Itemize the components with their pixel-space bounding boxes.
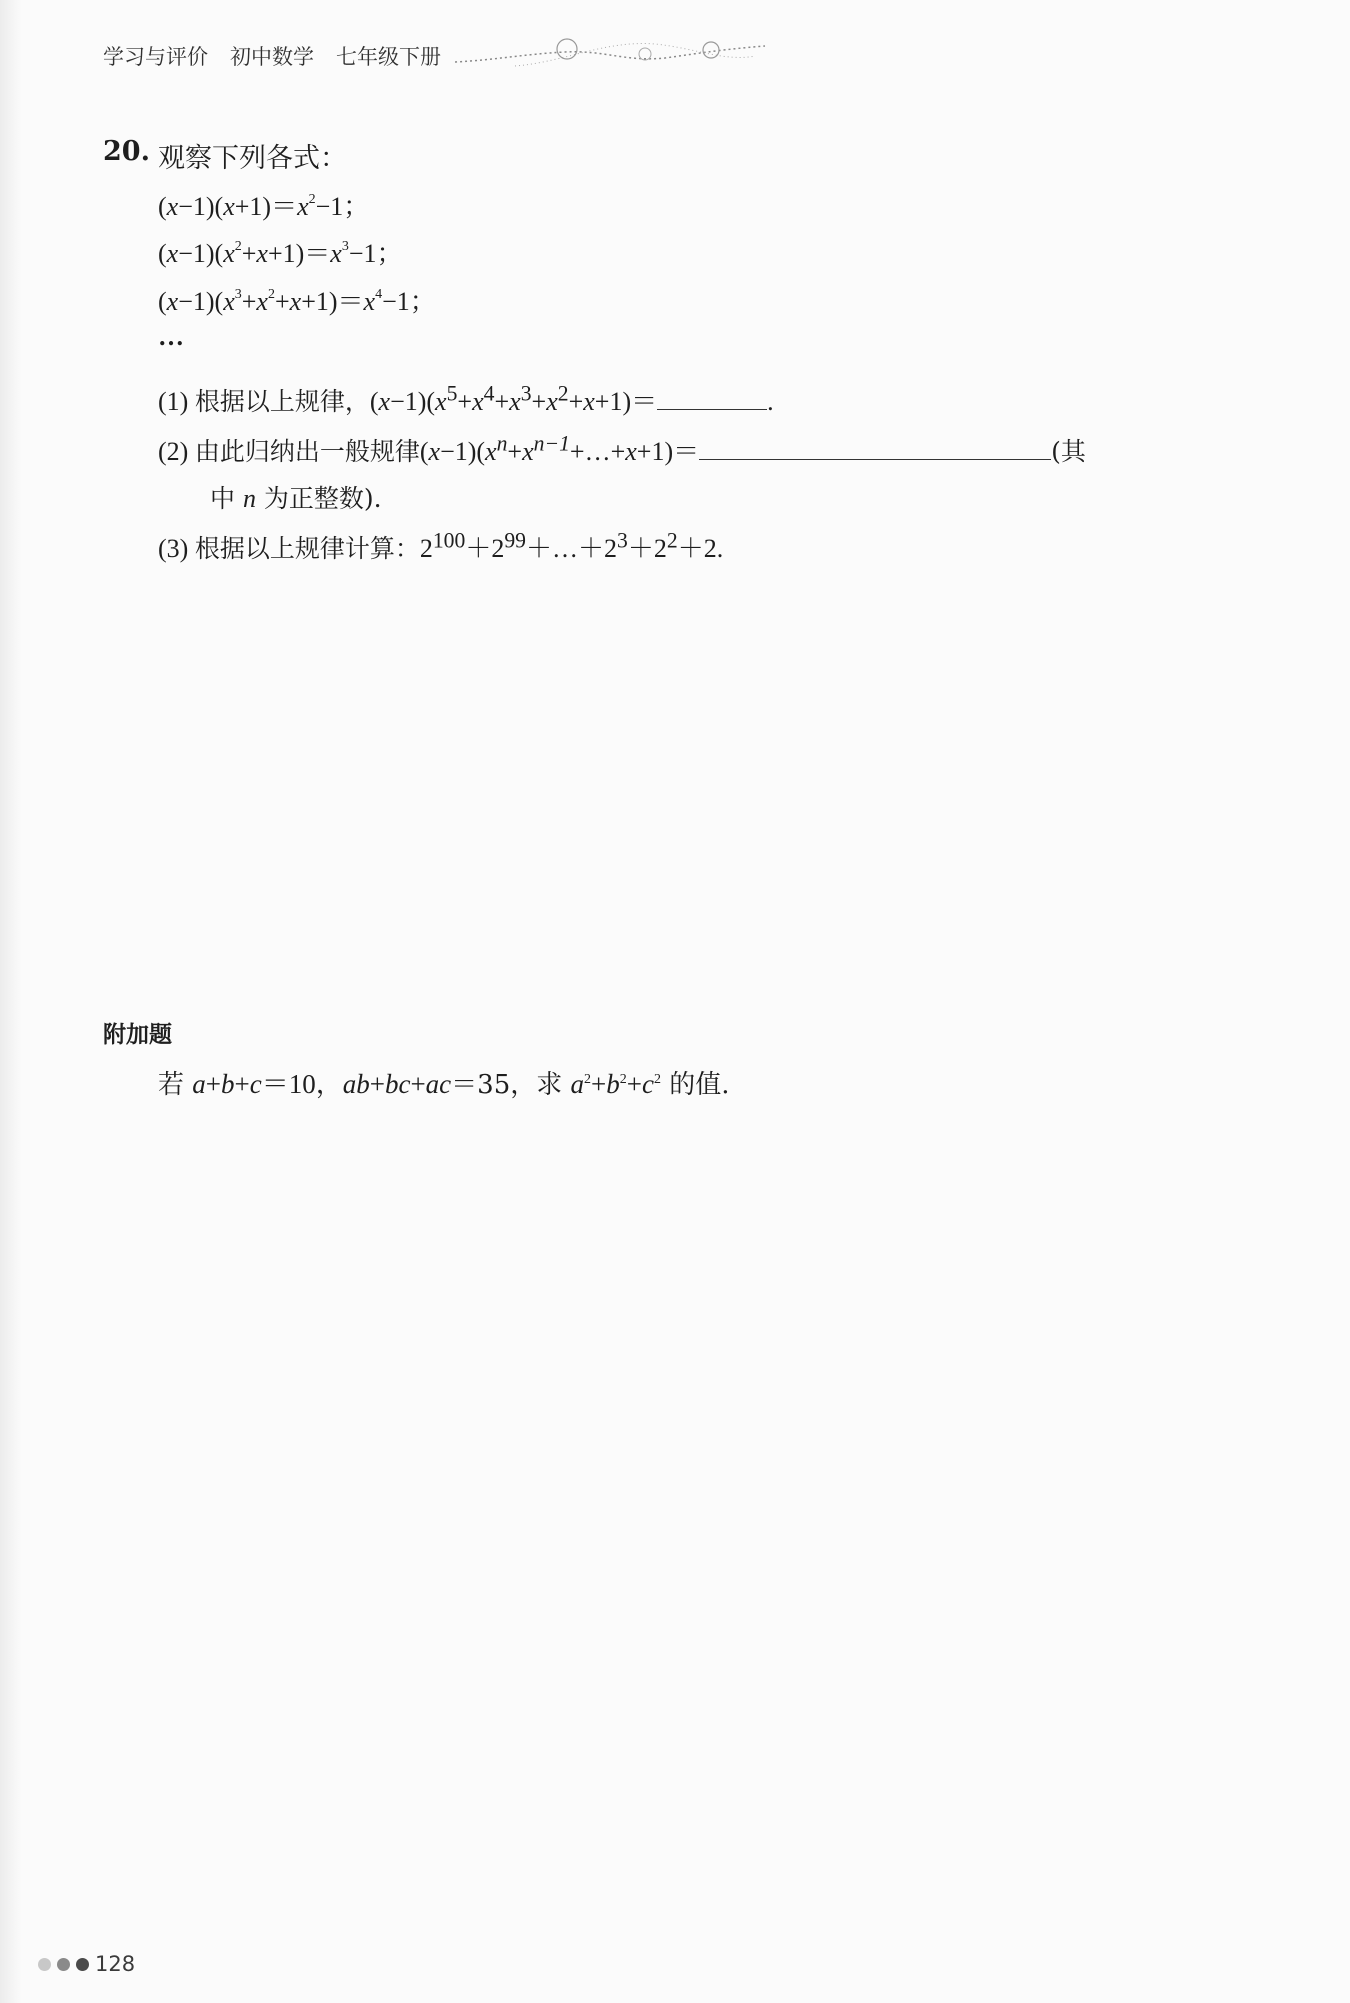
header-grade: 七年级下册 [336, 45, 441, 69]
part-3 [158, 528, 723, 565]
ellipsis: … [158, 322, 184, 351]
answer-blank-1 [657, 389, 767, 410]
question-title: 观察下列各式： [158, 143, 347, 174]
part-3-text: 根据以上规律计算： [194, 534, 420, 563]
running-header [103, 38, 463, 74]
part-2-text: 由此归纳出一般规律 [194, 437, 420, 466]
part-1: (1) 根据以上规律，$(x-1)(x^5+x^4+x^3+x^2+x+1)=$ . [158, 381, 774, 416]
header-book: 学习与评价 [103, 45, 208, 69]
answer-blank-2 [699, 439, 1051, 460]
extra-question-title: 附加题 [103, 1022, 172, 1048]
page-footer [38, 1952, 135, 1976]
header-dotted-ornament [455, 32, 775, 72]
footer-dot-3 [76, 1958, 89, 1971]
equation-3: $(x-1)(x^3+x^2+x+1)=x^4-1$； [158, 287, 436, 316]
part-2: (2) 由此归纳出一般规律$(x-1)(x^n+x^{n-1}+\dots+x+1)=$ (其 [158, 431, 1086, 466]
equation-1: $(x-1)(x+1)=x^2-1$； [158, 192, 370, 221]
page-number: 128 [95, 1952, 136, 1976]
part-2-continuation: 中 n 为正整数). [210, 484, 382, 513]
question-number: 20. [103, 136, 150, 167]
part-1-expr: $(x-1)(x^5+x^4+x^3+x^2+x+1)=$ [369, 381, 658, 416]
part-2-expr: $(x-1)(x^n+x^{n-1}+\dots+x+1)=$ [419, 431, 700, 466]
header-subject: 初中数学 [230, 45, 314, 69]
part-2-label: (2) [158, 437, 189, 466]
equation-2: $(x-1)(x^2+x+1)=x^3-1$； [158, 239, 403, 268]
extra-question-text: 若 a+b+c＝10，ab+bc+ac＝35，求 $a^2+b^2+c^2$ 的值. [158, 1069, 730, 1100]
footer-dot-2 [57, 1958, 70, 1971]
part-1-text: 根据以上规律， [194, 387, 370, 416]
part-3-expr: $2^{100}+2^{99}+\dots+2^3+2^2+2$. [419, 528, 724, 563]
part-1-label: (1) [158, 387, 189, 416]
footer-dot-1 [38, 1958, 51, 1971]
part-3-label: (3) [158, 534, 189, 563]
page-edge [0, 0, 22, 2003]
